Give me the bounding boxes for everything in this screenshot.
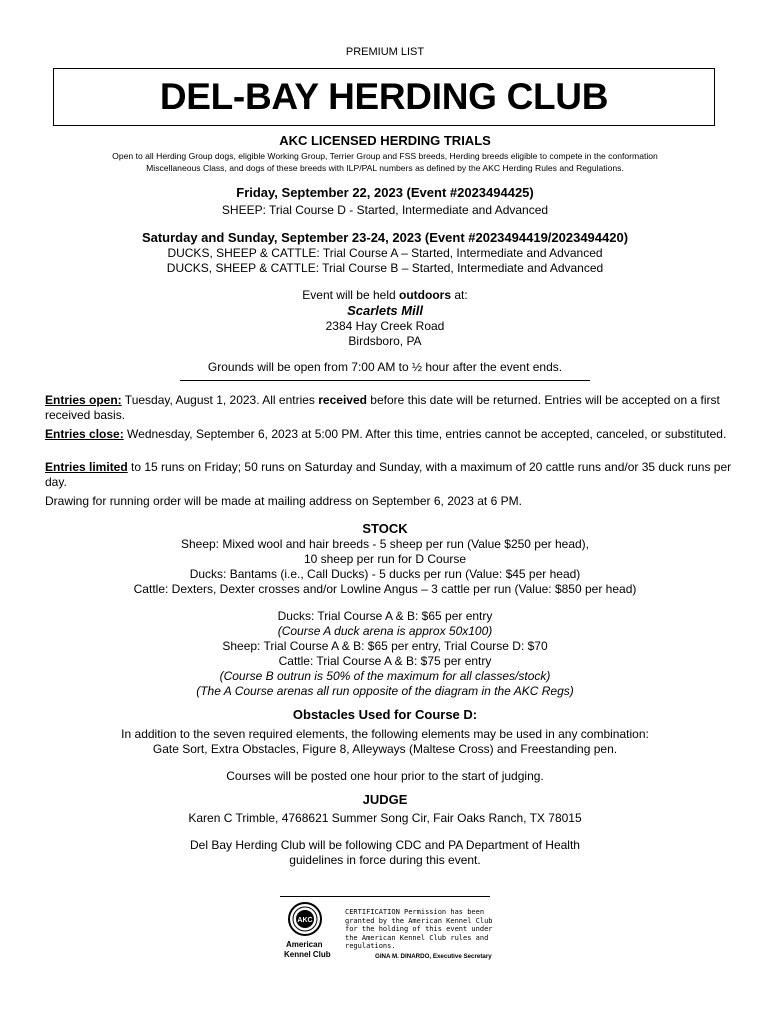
arena-note: (The A Course arenas all run opposite of the diagram in the AKC Regs) [196,684,574,698]
entries-open [45,393,735,423]
venue-street: 2384 Hay Creek Road [325,319,445,333]
svg-text:American: American [286,940,323,949]
drawing-note: Drawing for running order will be made at mailing address on September 6, 2023 at 6 PM. [45,494,522,508]
fee-ducks-note: (Course A duck arena is approx 50x100) [277,624,493,638]
akc-logo [283,900,339,966]
held-suffix: at: [451,288,468,302]
weekend-course-b: DUCKS, SHEEP & CATTLE: Trial Course B – Started, Intermediate and Advanced [166,261,604,275]
venue-city: Birdsboro, PA [348,334,422,348]
held-bold: outdoors [399,288,452,302]
fee-ducks: Ducks: Trial Course A & B: $65 per entry [277,609,493,623]
fee-sheep: Sheep: Trial Course A & B: $65 per entry, Trial Course D: $70 [222,639,548,653]
health-line-1: Del Bay Herding Club will be following CDC and PA Department of Health [190,838,580,852]
weekend-heading: Saturday and Sunday, September 23-24, 2023 (Event #2023494419/2023494420) [141,230,629,245]
stock-heading: STOCK [362,521,408,536]
entries-open-text-b: before this date will be returned. Entries will be accepted on a first received basis. [45,393,720,422]
eligibility-line-1: Open to all Herding Group dogs, eligible Working Group, Terrier Group and FSS breeds, Herding breeds eligible to compete in the conformation [112,151,658,161]
svg-text:AKC: AKC [297,917,313,924]
entries-limited-text: to 15 runs on Friday; 50 runs on Saturday and Sunday, with a maximum of 20 cattle runs and/or 35 duck runs per day. [45,460,732,489]
weekend-course-a: DUCKS, SHEEP & CATTLE: Trial Course A – Started, Intermediate and Advanced [167,246,603,260]
judge-name: Karen C Trimble, 4768621 Summer Song Cir, Fair Oaks Ranch, TX 78015 [188,811,582,825]
entries-open-label: Entries open: [45,393,122,407]
stock-cattle: Cattle: Dexters, Dexter crosses and/or Lowline Angus – 3 cattle per run (Value: $850 per head) [133,582,637,596]
akc-seal-icon [283,900,339,966]
held-outdoors-line [0,288,770,303]
obstacles-heading: Obstacles Used for Course D: [292,707,478,722]
entries-limited-label: Entries limited [45,460,128,474]
judge-heading: JUDGE [362,792,408,807]
stock-sheep-2: 10 sheep per run for D Course [303,552,467,566]
obstacles-line-1: In addition to the seven required elements, the following elements may be used in any combination: [121,727,649,741]
section-divider [180,380,590,381]
friday-heading: Friday, September 22, 2023 (Event #2023494425) [236,185,534,200]
entries-close-label: Entries close: [45,427,124,441]
club-title-box [53,68,715,126]
certification-signature: GINA M. DINARDO, Executive Secretary [375,953,492,960]
entries-open-text-a: Tuesday, August 1, 2023. All entries [121,393,319,407]
held-prefix: Event will be held [302,288,400,302]
venue-name: Scarlets Mill [347,303,423,318]
outrun-note: (Course B outrun is 50% of the maximum for all classes/stock) [219,669,551,683]
eligibility-line-2: Miscellaneous Class, and dogs of these breeds with ILP/PAL numbers as defined by the AKC Herding Rules and Regulations. [146,163,624,173]
entries-open-bold: received [318,393,367,407]
trials-heading: AKC LICENSED HERDING TRIALS [279,133,491,148]
friday-course: SHEEP: Trial Course D - Started, Intermediate and Advanced [221,203,549,217]
obstacles-line-2: Gate Sort, Extra Obstacles, Figure 8, Alleyways (Maltese Cross) and Freestanding pen. [152,742,618,756]
certification-rule [280,896,490,897]
courses-posted: Courses will be posted one hour prior to the start of judging. [226,769,544,783]
stock-sheep-1: Sheep: Mixed wool and hair breeds - 5 sheep per run (Value $250 per head), [180,537,590,551]
club-name-title: DEL-BAY HERDING CLUB [159,76,609,117]
fee-cattle: Cattle: Trial Course A & B: $75 per entry [278,654,492,668]
entries-close-text: Wednesday, September 6, 2023 at 5:00 PM. After this time, entries cannot be accepted, canceled, or substituted. [123,427,727,441]
entries-limited [45,460,735,490]
health-line-2: guidelines in force during this event. [289,853,481,867]
stock-ducks: Ducks: Bantams (i.e., Call Ducks) - 5 ducks per run (Value: $45 per head) [189,567,581,581]
certification-text: CERTIFICATION Permission has been granted by the American Kennel Club for the holding of this event under the American Kennel Club rules and regulations. [345,908,493,951]
premium-list-label: PREMIUM LIST [345,46,425,58]
entries-close [45,427,735,442]
grounds-hours: Grounds will be open from 7:00 AM to ½ hour after the event ends. [207,360,563,374]
svg-text:Kennel Club: Kennel Club [284,950,331,959]
